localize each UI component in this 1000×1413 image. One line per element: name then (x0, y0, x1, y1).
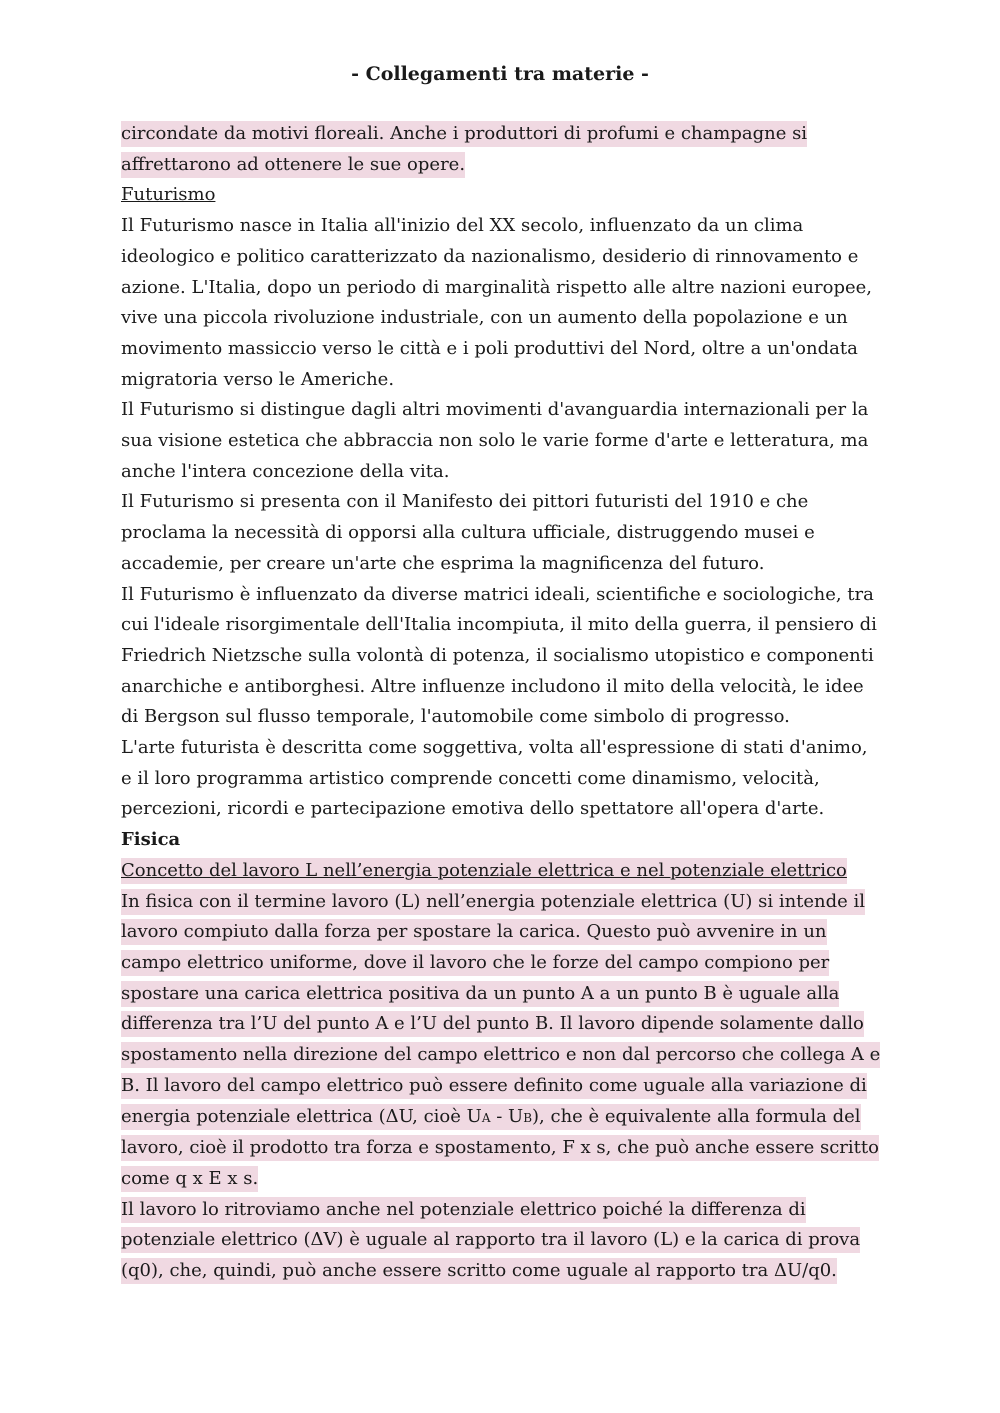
fisica-p1-mid: - U (490, 1105, 524, 1127)
fisica-heading: Fisica (121, 829, 181, 851)
fisica-p1-part2: ), che è equivalente alla formula del lavoro, cioè il prodotto tra forza e spostamento, F x s, che può anche essere scritto come q x E x s. (121, 1105, 879, 1189)
futurismo-paragraph-4: Il Futurismo è influenzato da diverse matrici ideali, scientifiche e sociologiche, tra cui l'ideale risorgimentale dell'Italia incompiuta, il mito della guerra, il pensiero di Friedrich Nietzsche sulla volontà di potenza, il socialismo utopistico e componenti anarchiche e antiborghesi. Altre influenze includono il mito della velocità, le idee di Bergson sul flusso temporale, l'automobile come simbolo di progresso. (121, 583, 877, 728)
fisica-paragraph-1 (121, 887, 883, 1195)
futurismo-paragraph-3: Il Futurismo si presenta con il Manifesto dei pittori futuristi del 1910 e che proclama la necessità di opporsi alla cultura ufficiale, distruggendo musei e accademie, per creare un'arte che esprima la magnificenza del futuro. (121, 491, 815, 574)
futurismo-paragraph-2: Il Futurismo si distingue dagli altri movimenti d'avanguardia internazionali per la sua visione estetica che abbraccia non solo le varie forme d'arte e letteratura, ma anche l'intera concezione della vita. (121, 399, 869, 482)
fisica-subheading-line (121, 856, 883, 887)
fisica-p1-part1: In fisica con il termine lavoro (L) nell’energia potenziale elettrica (U) si intende il lavoro compiuto dalla forza per spostare la carica. Questo può avvenire in un campo elettrico uniforme, dove il lavoro che le forze del campo compiono per spostare una carica elettrica positiva da un punto A a un punto B è uguale alla differenza tra l’U del punto A e l’U del punto B. Il lavoro dipende solamente dallo spostamento nella direzione del campo elettrico e non dal percorso che collega A e B. Il lavoro del campo elettrico può essere definito come uguale alla variazione di energia potenziale elettrica (ΔU, cioè U (121, 890, 881, 1127)
intro-paragraph (121, 119, 883, 180)
futurismo-heading: Futurismo (121, 184, 216, 206)
subscript-a: A (481, 1110, 491, 1125)
fisica-paragraph-2-text: Il lavoro lo ritroviamo anche nel potenziale elettrico poiché la differenza di potenziale elettrico (ΔV) è uguale al rapporto tra il lavoro (L) e la carica di prova (q0), che, quindi, può anche essere scritto come uguale al rapporto tra ΔU/q0. (121, 1197, 860, 1284)
subscript-b: B (523, 1110, 533, 1125)
futurismo-paragraph-1: Il Futurismo nasce in Italia all'inizio del XX secolo, influenzato da un clima ideologico e politico caratterizzato da nazionalismo, desiderio di rinnovamento e azione. L'Italia, dopo un periodo di marginalità rispetto alle altre nazioni europee, vive una piccola rivoluzione industriale, con un aumento della popolazione e un movimento massiccio verso le città e i poli produttivi del Nord, oltre a un'ondata migratoria verso le Americhe. (121, 215, 872, 390)
page-header-title: - Collegamenti tra materie - (351, 63, 649, 85)
fisica-paragraph-2 (121, 1195, 883, 1287)
highlighted-text: circondate da motivi floreali. Anche i produttori di profumi e champagne si affrettarono ad ottenere le sue opere. (121, 121, 807, 178)
document-body (121, 119, 883, 1287)
fisica-subheading: Concetto del lavoro L nell’energia potenziale elettrica e nel potenziale elettrico (121, 858, 847, 884)
futurismo-paragraph-5: L'arte futurista è descritta come soggettiva, volta all'espressione di stati d'animo, e il loro programma artistico comprende concetti come dinamismo, velocità, percezioni, ricordi e partecipazione emotiva dello spettatore all'opera d'arte. (121, 737, 868, 820)
fisica-paragraph-1-text (121, 889, 880, 1192)
